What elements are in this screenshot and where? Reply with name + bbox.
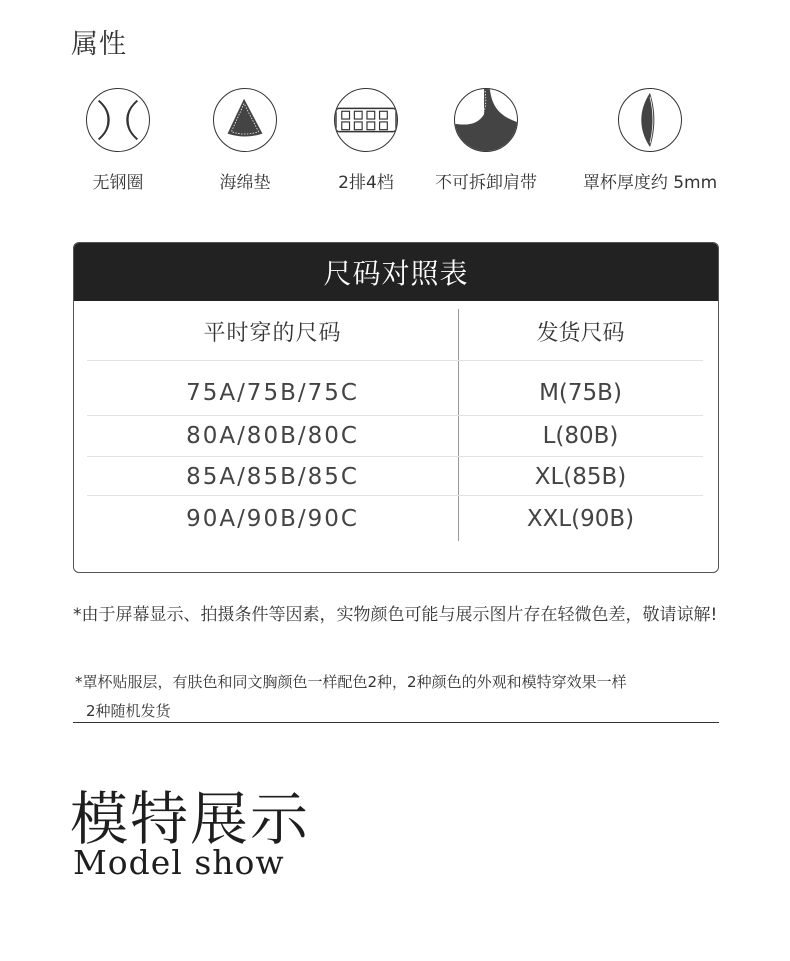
model-section-subtitle: Model show: [73, 843, 285, 882]
color-disclaimer: *由于屏幕显示、拍摄条件等因素，实物颜色可能与展示图片存在轻微色差，敬请谅解!: [73, 605, 718, 625]
size-table: [87, 301, 703, 541]
usual-size-cell: 85A/85B/85C: [186, 464, 359, 490]
underwire-free-icon: [86, 88, 150, 152]
shipping-size-cell: L(80B): [542, 423, 619, 449]
attribute-item-sponge: [175, 88, 315, 193]
cup-thickness-icon: [618, 88, 682, 152]
table-row: [87, 457, 703, 497]
lining-note: [75, 668, 725, 726]
attribute-item-thickness: [575, 88, 725, 193]
shipping-size-cell: M(75B): [539, 380, 622, 406]
attribute-label: 不可拆卸肩带: [435, 173, 537, 193]
shipping-size-cell: XL(85B): [534, 464, 627, 490]
fixed-strap-icon: [454, 88, 518, 152]
size-chart-title: 尺码对照表: [74, 243, 718, 301]
model-section-title: 模特展示: [70, 785, 311, 853]
usual-size-cell: 80A/80B/80C: [186, 423, 359, 449]
attribute-label: 海绵垫: [219, 173, 271, 193]
usual-size-cell: 90A/90B/90C: [186, 506, 359, 532]
attribute-label: 2排4档: [338, 173, 394, 193]
attribute-item-hooks: [296, 88, 436, 193]
attribute-label: 罩杯厚度约 5mm: [582, 173, 718, 193]
table-row: [87, 499, 703, 539]
section-divider: [73, 722, 719, 723]
header-usual-size: 平时穿的尺码: [203, 320, 342, 346]
hook-eye-icon: [334, 88, 398, 152]
table-row: [87, 373, 703, 413]
attribute-label: 无钢圈: [92, 173, 144, 193]
sponge-pad-icon: [213, 88, 277, 152]
attribute-list: [0, 88, 790, 208]
usual-size-cell: 75A/75B/75C: [186, 380, 359, 406]
shipping-size-cell: XXL(90B): [526, 506, 635, 532]
lining-note-line: *罩杯贴服层，有肤色和同文胸颜色一样配色2种，2种颜色的外观和模特穿效果一样: [75, 673, 627, 691]
attributes-title: 属性: [71, 29, 127, 60]
header-shipping-size: 发货尺码: [536, 320, 625, 346]
row-divider: [87, 360, 703, 361]
table-row: [87, 416, 703, 456]
attribute-item-underwire: [48, 88, 188, 193]
lining-note-line: 2种随机发货: [86, 702, 171, 720]
attribute-item-strap: [416, 88, 556, 193]
row-divider: [87, 495, 703, 496]
table-header-row: [87, 311, 703, 351]
size-chart: [73, 242, 719, 573]
